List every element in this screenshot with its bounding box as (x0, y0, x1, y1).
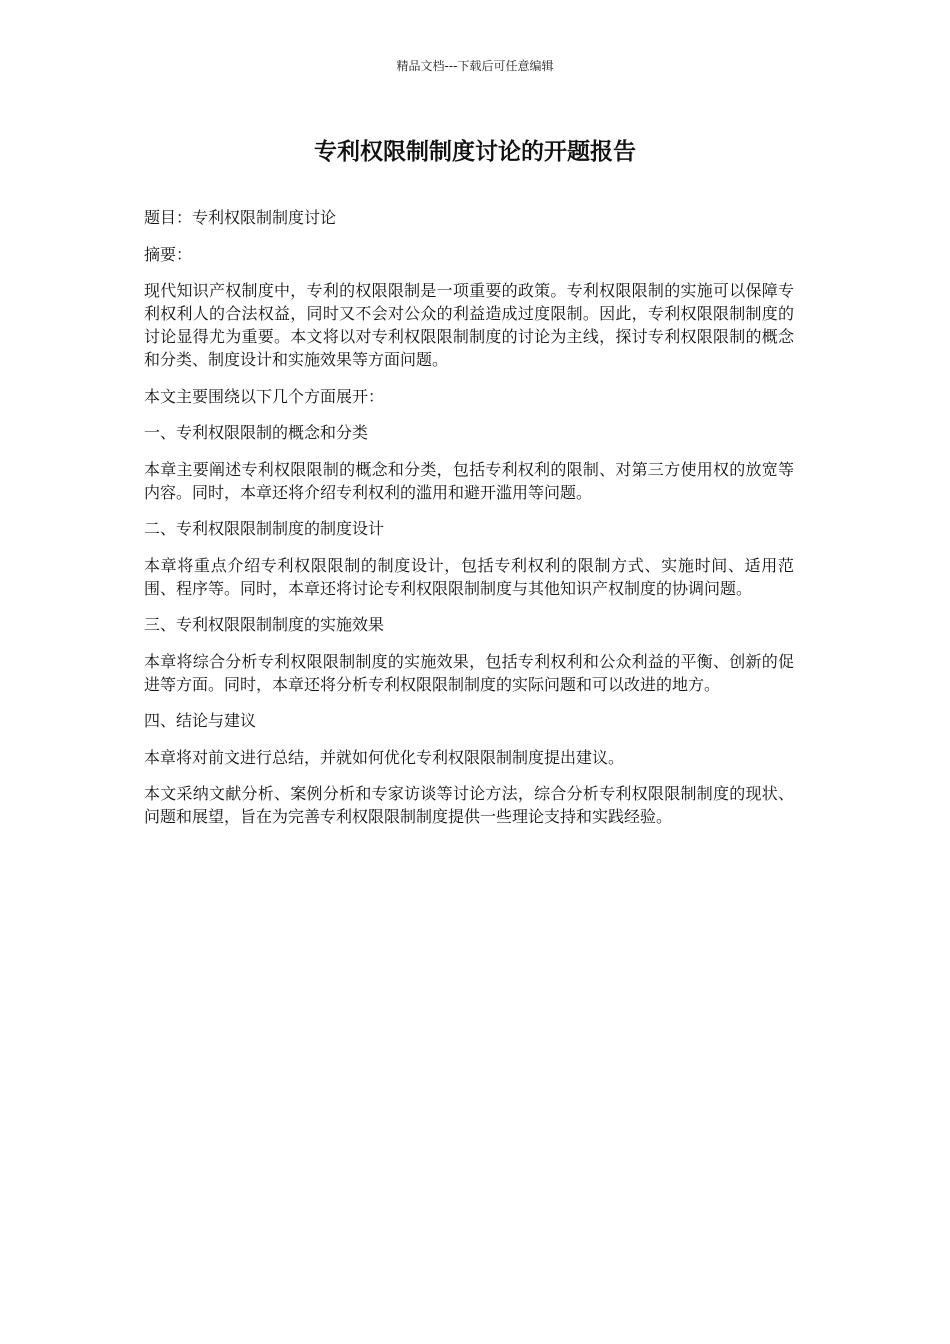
section-heading-1: 一、专利权限限制的概念和分类 (144, 423, 369, 442)
outline-intro: 本文主要围绕以下几个方面展开： (144, 386, 385, 406)
section-body-1: 本章主要阐述专利权限限制的概念和分类，包括专利权利的限制、对第三方使用权的放宽等内容。同时，本章还将介绍专利权利的滥用和避开滥用等问题。 (144, 459, 794, 502)
section-body-2: 本章将重点介绍专利权限限制的制度设计，包括专利权利的限制方式、实施时间、适用范围、程序等。同时，本章还将讨论专利权限限制制度与其他知识产权制度的协调问题。 (144, 555, 794, 598)
page-header-watermark: 精品文档---下载后可任意编辑 (396, 59, 554, 73)
section-heading-2: 二、专利权限限制制度的制度设计 (144, 519, 385, 538)
section-heading-3: 三、专利权限限制制度的实施效果 (144, 615, 385, 634)
abstract-label: 摘要： (144, 244, 193, 264)
section-heading-4: 四、结论与建议 (144, 711, 257, 730)
section-body-4: 本章将对前文进行总结，并就如何优化专利权限限制制度提出建议。 (144, 747, 625, 767)
document-body (144, 206, 794, 842)
document-title: 专利权限制制度讨论的开题报告 (314, 139, 636, 165)
methods-paragraph: 本文采纳文献分析、案例分析和专家访谈等讨论方法，综合分析专利权限限制制度的现状、问题和展望，旨在为完善专利权限限制制度提供一些理论支持和实践经验。 (144, 784, 794, 826)
topic-line: 题目：专利权限制制度讨论 (144, 208, 337, 227)
section-body-3: 本章将综合分析专利权限限制制度的实施效果，包括专利权利和公众利益的平衡、创新的促进等方面。同时，本章还将分析专利权限限制制度的实际问题和可以改进的地方。 (144, 651, 794, 694)
intro-paragraph: 现代知识产权制度中，专利的权限限制是一项重要的政策。专利权限限制的实施可以保障专利权利人的合法权益，同时又不会对公众的利益造成过度限制。因此，专利权限限制制度的讨论显得尤为重要。本文将以对专利权限限制制度的讨论为主线，探讨专利权限限制的概念和分类、制度设计和实施效果等方面问题。 (144, 281, 794, 369)
